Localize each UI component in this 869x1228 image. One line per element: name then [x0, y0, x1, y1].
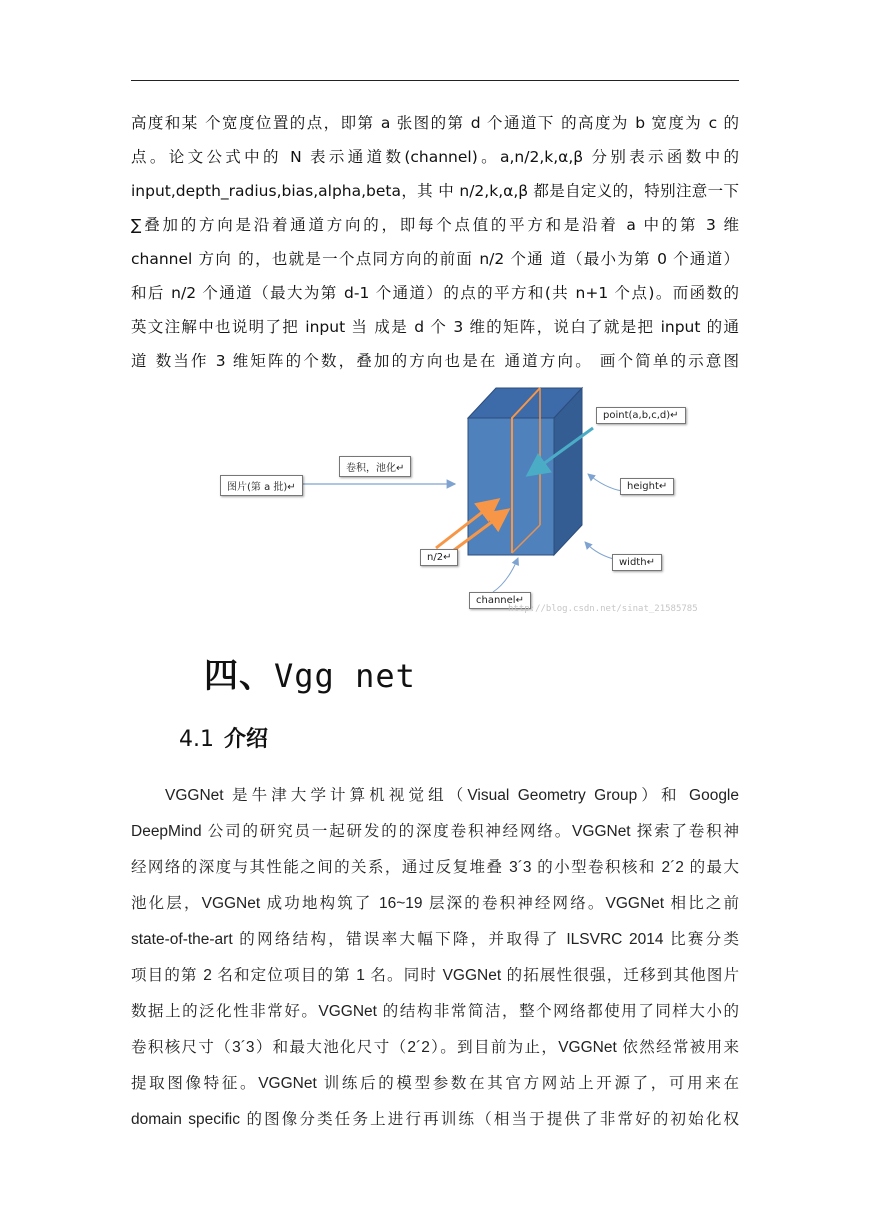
subsection-title: 介绍 — [224, 727, 269, 752]
header-rule — [131, 80, 739, 81]
subsection-heading — [179, 722, 268, 753]
point-label: point(a,b,c,d)↵ — [596, 407, 686, 424]
text-line: 和后 n/2 个通道（最大为第 d-1 个通道）的点的平方和(共 n+1 个点)。而函数的 — [131, 284, 739, 302]
channel-label: channel↵ — [469, 592, 531, 609]
text-line: VGGNet 是牛津大学计算机视觉组（Visual Geometry Group）和 Google — [165, 787, 739, 804]
text-line: state-of-the-art 的网络结构，错误率大幅下降，并取得了 ILSVRC 2014 比赛分类 — [131, 931, 739, 948]
text-line: 英文注解中也说明了把 input 当 成是 d 个 3 维的矩阵，说白了就是把 input 的通 — [131, 318, 739, 336]
watermark: http://blog.csdn.net/sinat_21585785 — [508, 604, 698, 614]
vggnet-intro-paragraph — [131, 778, 739, 1138]
image-batch-label: 图片(第 a 批)↵ — [220, 475, 303, 496]
subsection-number: 4.1 — [179, 727, 214, 752]
height-label: height↵ — [620, 478, 674, 495]
lrn-diagram — [200, 378, 720, 628]
text-line: channel 方向 的，也就是一个点同方向的前面 n/2 个通 道（最小为第 0 个通道） — [131, 250, 739, 268]
conv-pool-label: 卷积，池化↵ — [339, 456, 411, 477]
text-line: 提取图像特征。VGGNet 训练后的模型参数在其官方网站上开源了，可用来在 — [131, 1075, 739, 1092]
text-line: 数据上的泛化性非常好。VGGNet 的结构非常简洁，整个网络都使用了同样大小的 — [131, 1003, 739, 1020]
lrn-explanation-paragraph — [131, 106, 739, 378]
heading-latin-title: Vgg net — [274, 657, 416, 695]
text-line: input,depth_radius,bias,alpha,beta，其 中 n/2,k,α,β 都是自定义的，特别注意一下 — [131, 182, 739, 200]
text-line: 道 数当作 3 维矩阵的个数，叠加的方向也是在 通道方向。 画个简单的示意图 — [131, 352, 739, 370]
n-half-label: n/2↵ — [420, 549, 458, 566]
text-line: DeepMind 公司的研究员一起研发的的深度卷积神经网络。VGGNet 探索了卷积神 — [131, 823, 739, 840]
text-line: domain specific 的图像分类任务上进行再训练（相当于提供了非常好的初始化权 — [131, 1111, 739, 1128]
cuboid-side — [554, 388, 582, 555]
heading-cjk-prefix: 四、 — [204, 656, 274, 696]
text-line: 经网络的深度与其性能之间的关系，通过反复堆叠 3´3 的小型卷积核和 2´2 的最大 — [131, 859, 739, 876]
text-line: 项目的第 2 名和定位项目的第 1 名。同时 VGGNet 的拓展性很强，迁移到其他图片 — [131, 967, 739, 984]
text-line: ∑叠加的方向是沿着通道方向的，即每个点值的平方和是沿着 a 中的第 3 维 — [131, 216, 739, 234]
section-heading-vgg — [204, 648, 416, 697]
text-line: 点。论文公式中的 N 表示通道数(channel)。a,n/2,k,α,β 分别表示函数中的 — [131, 148, 739, 166]
width-label: width↵ — [612, 554, 662, 571]
text-line: 高度和某 个宽度位置的点，即第 a 张图的第 d 个通道下 的高度为 b 宽度为 c 的 — [131, 114, 739, 132]
text-line: 池化层，VGGNet 成功地构筑了 16~19 层深的卷积神经网络。VGGNet 相比之前 — [131, 895, 739, 912]
text-line: 卷积核尺寸（3´3）和最大池化尺寸（2´2）。到目前为止，VGGNet 依然经常被用来 — [131, 1039, 739, 1056]
